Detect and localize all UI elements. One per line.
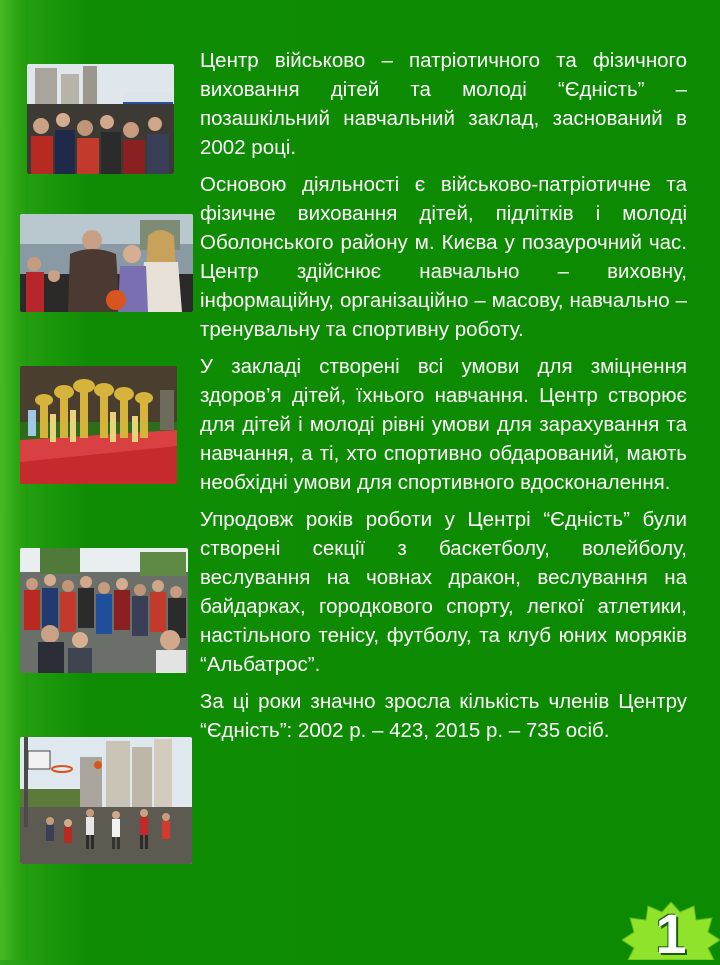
paragraph-activities: Основою діяльності є військово-патріотичне та фізичне виховання дітей, підлітків і молоді Оболонського району м. Києва у позаурочний час. Центр здійснює навчально – виховну, інформаційну, організаційно – масову, навчально – тренувальну та спортивну роботу. — [200, 173, 687, 341]
page-number-badge — [622, 902, 720, 965]
photo-basketball-court — [20, 737, 192, 864]
photo-crowd-event — [27, 64, 174, 174]
description-text — [200, 46, 687, 753]
paragraph-conditions: У закладі створені всі умови для зміцнення здоров’я дітей, їхнього навчання. Центр створює для дітей і молоді рівні умови для зарахування та навчання, а ті, хто спортивно обдарований, мають необхідні умови для спортивного вдосконалення. — [200, 355, 687, 494]
paragraph-membership: За ці роки значно зросла кількість членів Центру “Єдність”: 2002 р. – 423, 2015 р. – 735 осіб. — [200, 690, 687, 742]
photo-students-assembly — [20, 548, 188, 673]
paragraph-founding: Центр військово – патріотичного та фізичного виховання дітей та молоді “Єдність” – позашкільний навчальний заклад, заснований в 2002 році. — [200, 49, 687, 159]
page-number: 1 — [655, 902, 687, 965]
photo-trophies — [20, 366, 177, 484]
photo-children-group — [20, 214, 193, 312]
paragraph-sections: Упродовж років роботи у Центрі “Єдність” були створені секції з баскетболу, волейболу, веслування на човнах дракон, веслування на байдарках, городкового спорту, легкої атлетики, настільного тенісу, футболу, та клуб юних моряків “Альбатрос”. — [200, 508, 687, 676]
